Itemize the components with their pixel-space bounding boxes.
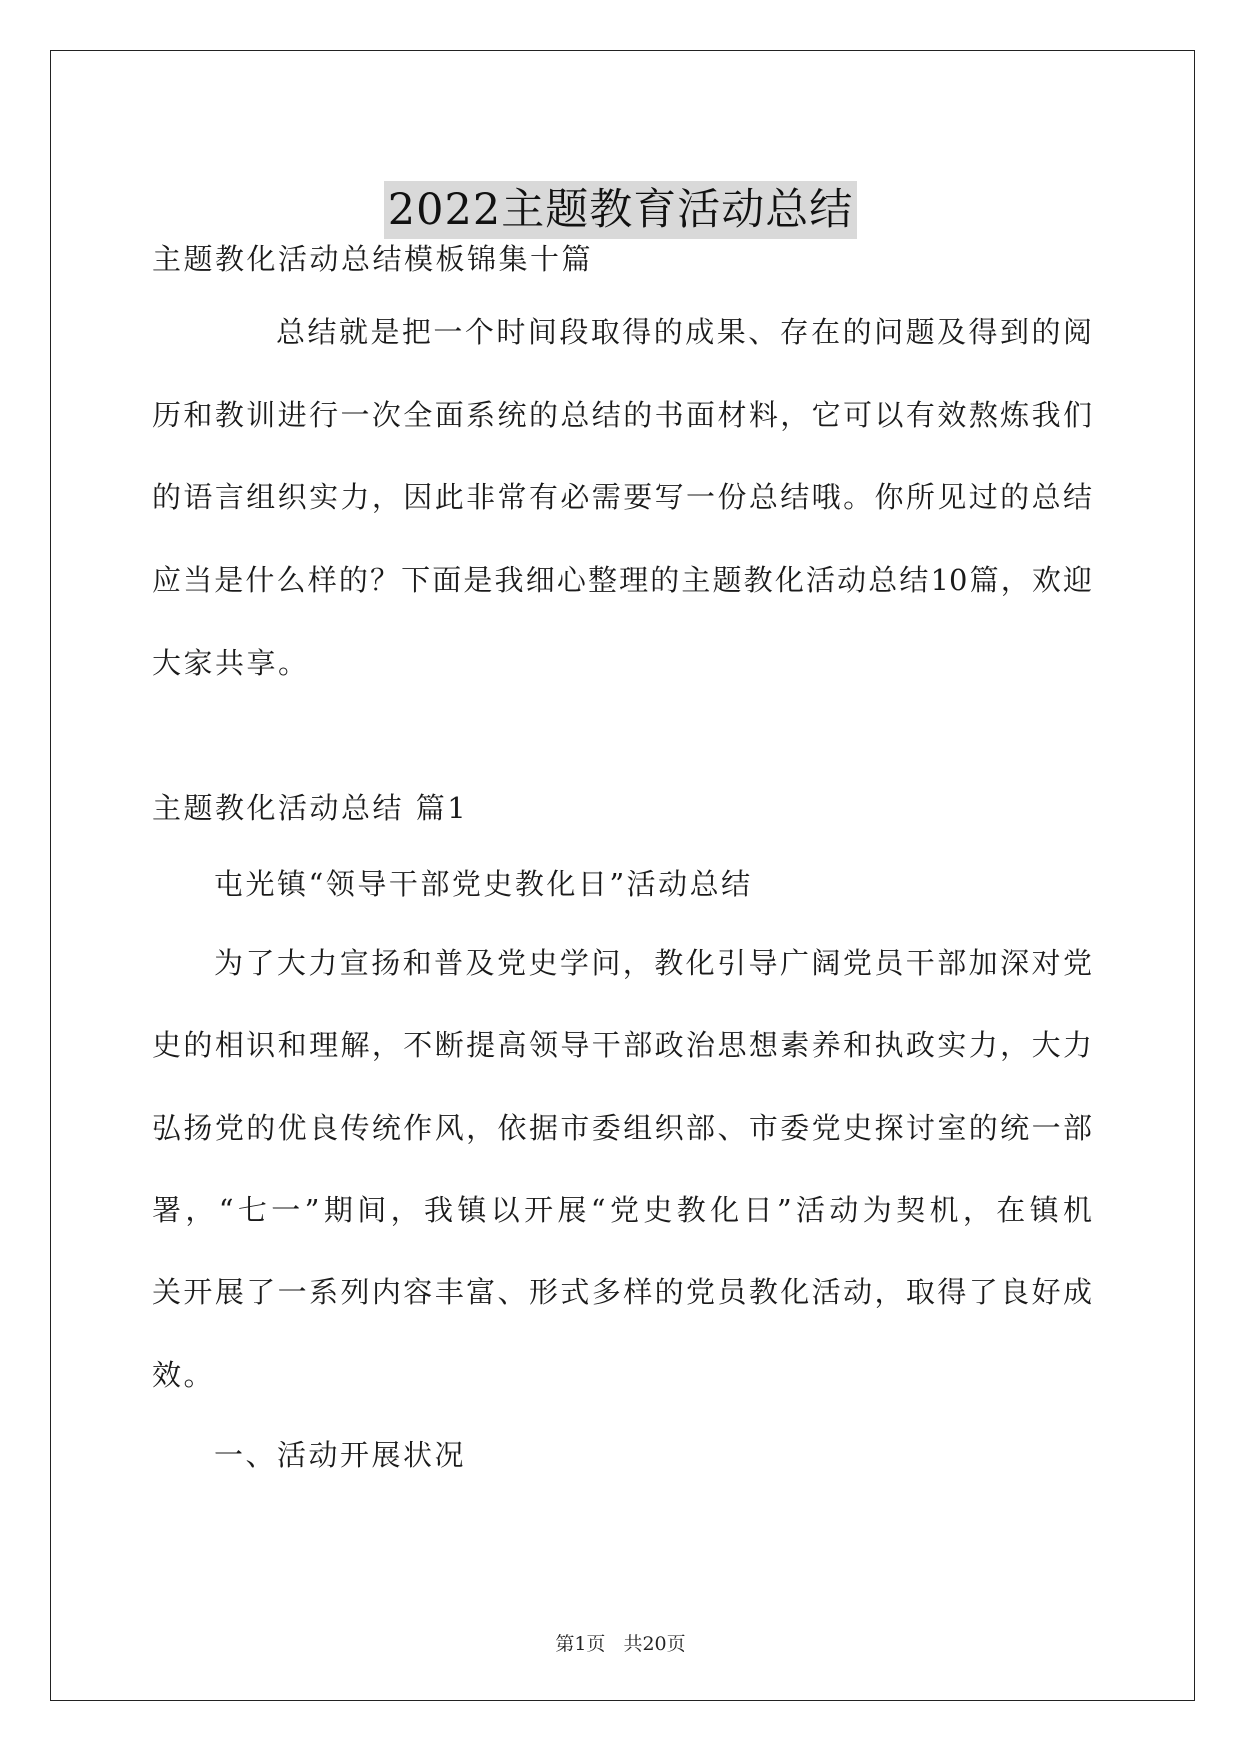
body-line: 为了大力宣扬和普及党史学问，教化引导广阔党员干部加深对党: [214, 946, 1092, 980]
intro-line: 应当是什么样的？下面是我细心整理的主题教化活动总结10篇，欢迎: [152, 563, 1092, 597]
section-subheading: 一、活动开展状况: [214, 1438, 467, 1472]
document-subtitle: 主题教化活动总结模板锦集十篇: [152, 242, 594, 276]
article-title: 屯光镇“领导干部党史教化日”活动总结: [214, 867, 753, 901]
section-heading: 主题教化活动总结 篇1: [152, 791, 469, 825]
page-footer: [0, 1632, 1241, 1656]
document-title: 2022主题教育活动总结: [384, 181, 857, 239]
body-line: 弘扬党的优良传统作风，依据市委组织部、市委党史探讨室的统一部: [152, 1111, 1092, 1145]
intro-line: 总结就是把一个时间段取得的成果、存在的问题及得到的阅: [276, 315, 1092, 349]
body-line: 史的相识和理解，不断提高领导干部政治思想素养和执政实力，大力: [152, 1028, 1092, 1062]
page-number: 第1页: [555, 1633, 606, 1655]
total-pages: 共20页: [623, 1633, 686, 1655]
body-line: 署，“七一”期间，我镇以开展“党史教化日”活动为契机，在镇机: [152, 1193, 1092, 1227]
intro-line: 历和教训进行一次全面系统的总结的书面材料，它可以有效熬炼我们: [152, 398, 1092, 432]
intro-line: 的语言组织实力，因此非常有必需要写一份总结哦。你所见过的总结: [152, 480, 1092, 514]
body-line: 效。: [152, 1358, 216, 1392]
intro-line: 大家共享。: [152, 646, 310, 680]
body-line: 关开展了一系列内容丰富、形式多样的党员教化活动，取得了良好成: [152, 1275, 1092, 1309]
